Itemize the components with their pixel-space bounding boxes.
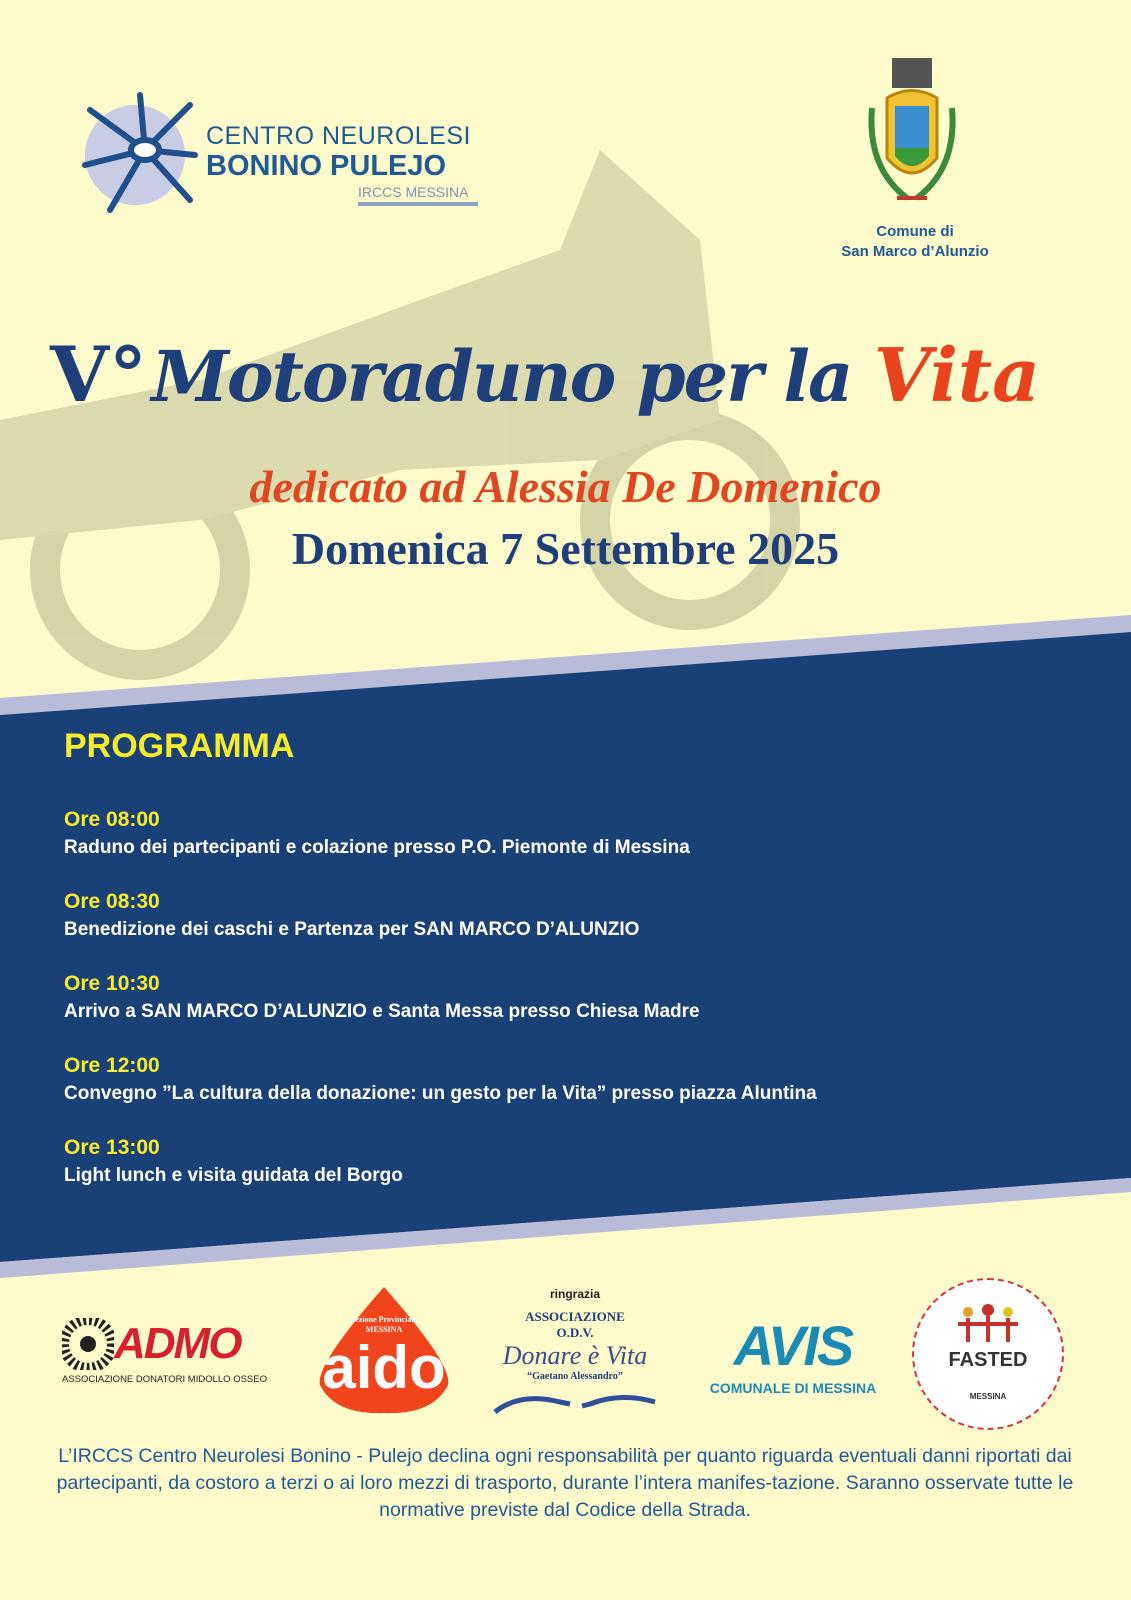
item-desc: Arrivo a SAN MARCO D’ALUNZIO e Santa Messa presso Chiesa Madre (64, 1001, 700, 1022)
item-time: Ore 10:30 (64, 972, 160, 995)
programma-item (64, 1052, 817, 1108)
programma-heading: PROGRAMMA (64, 727, 295, 765)
admo-logo (62, 1318, 282, 1385)
programma-item (64, 1134, 817, 1190)
donare-line1: ASSOCIAZIONE (525, 1309, 625, 1324)
item-desc: Benedizione dei caschi e Partenza per SAN MARCO D’ALUNZIO (64, 919, 640, 940)
comune-line1: Comune di (876, 223, 954, 240)
title-main: Motoraduno per la (151, 335, 874, 418)
aido-caption2: MESSINA (365, 1325, 403, 1334)
centro-neurolesi-logo (80, 90, 200, 220)
centro-neurolesi-text (206, 122, 478, 206)
donare-line4: “Gaetano Alessandro” (527, 1371, 623, 1382)
org-line1: CENTRO NEUROLESI (206, 122, 471, 150)
title-prefix: V° (50, 330, 147, 419)
org-line3: IRCCS MESSINA (358, 182, 478, 206)
hands-icon (490, 1382, 660, 1422)
comune-line2: San Marco d’Alunzio (841, 243, 989, 260)
item-time: Ore 12:00 (64, 1054, 160, 1077)
item-desc: Light lunch e visita guidata del Borgo (64, 1165, 403, 1186)
item-time: Ore 08:00 (64, 808, 160, 831)
donare-e-vita-logo (485, 1287, 665, 1427)
disclaimer: L’IRCCS Centro Neurolesi Bonino - Pulejo declina ogni responsabilità per quanto riguarda eventuali danni riportati dai partecipanti, da costoro a terzi o ai loro mezzi di trasporto, durante l’intera manifes-tazione. Saranno osservate tutte le normative previste dal Codice della Strada. (56, 1445, 1074, 1521)
item-desc: Raduno dei partecipanti e colazione presso P.O. Piemonte di Messina (64, 837, 690, 858)
aido-name: aido (322, 1334, 446, 1401)
avis-logo (698, 1314, 888, 1396)
aido-caption1: Sezione Provinciale (350, 1315, 418, 1324)
admo-name: ADMO (114, 1319, 241, 1368)
thanks-label: ringrazia (549, 1287, 600, 1301)
comune-label (820, 222, 1010, 262)
admo-sun-icon (62, 1318, 114, 1370)
org-line2: BONINO PULEJO (206, 150, 447, 182)
fasted-name: FASTED (948, 1349, 1028, 1371)
programma-list (64, 806, 817, 1216)
comune-crest (862, 58, 962, 218)
programma-item (64, 806, 817, 862)
avis-caption: COMUNALE DI MESSINA (709, 1380, 877, 1396)
programma-item (64, 970, 817, 1026)
fasted-caption: MESSINA (969, 1392, 1007, 1401)
programma-item (64, 888, 817, 944)
donare-line2: O.D.V. (556, 1325, 594, 1340)
title-accent: Vita (873, 333, 1041, 419)
event-subtitle: dedicato ad Alessia De Domenico (249, 461, 882, 512)
admo-caption: ASSOCIAZIONE DONATORI MIDOLLO OSSEO (62, 1374, 267, 1385)
item-desc: Convegno ”La cultura della donazione: un gesto per la Vita” presso piazza Aluntina (64, 1083, 817, 1104)
people-icon (948, 1304, 1028, 1344)
neuron-icon (80, 90, 200, 215)
item-time: Ore 13:00 (64, 1136, 160, 1159)
aido-logo (313, 1285, 455, 1415)
event-date: Domenica 7 Settembre 2025 (291, 523, 840, 574)
donare-line3: Donare è Vita (502, 1341, 648, 1370)
event-title (50, 330, 1040, 419)
avis-name: AVIS (733, 1314, 853, 1377)
fasted-logo (912, 1278, 1064, 1430)
item-time: Ore 08:30 (64, 890, 160, 913)
